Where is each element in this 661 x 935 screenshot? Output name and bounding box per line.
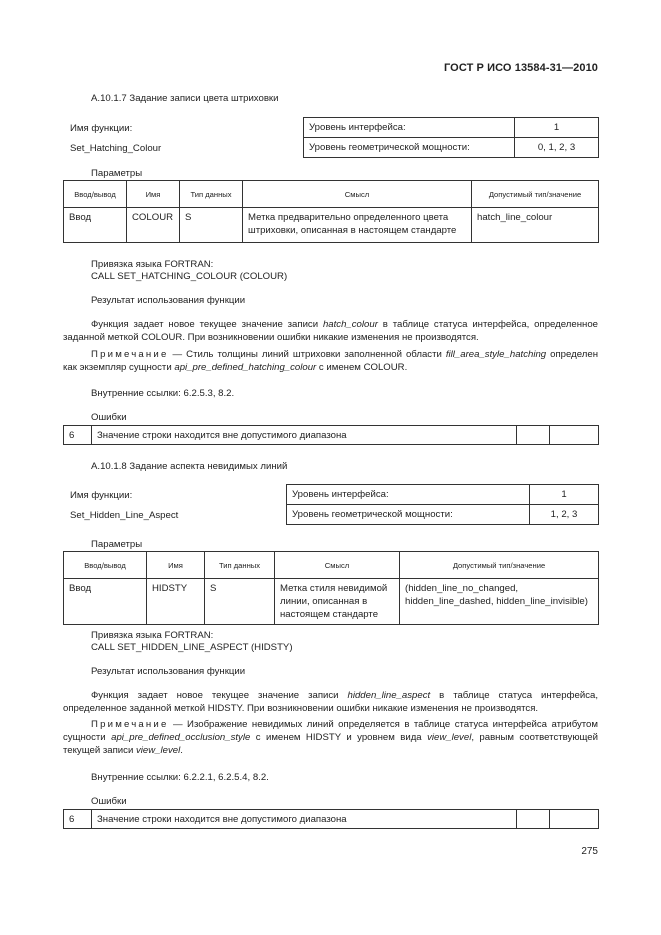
term: api_pre_defined_hatching_colour: [174, 362, 317, 373]
text: — Стиль толщины линий штриховки заполненной области: [168, 349, 446, 360]
column-header: Тип данных: [205, 552, 275, 579]
errors-label: Ошибки: [91, 796, 127, 807]
text: в таблице статуса интерфейса, определенное заданной меткой HIDSTY. При возникновении ошибки никакие изменения не производятся.: [63, 690, 598, 714]
error-blank: [517, 810, 550, 829]
level-row: [304, 138, 599, 158]
note-paragraph: [63, 348, 598, 374]
error-blank: [550, 426, 599, 445]
params-label: Параметры: [91, 168, 143, 179]
binding-call: CALL SET_HATCHING_COLOUR (COLOUR): [91, 271, 288, 282]
cell-meaning: Метка предварительно определенного цвета штриховки, описанная в настоящем стандарте: [243, 208, 472, 243]
errors-table: [63, 809, 599, 829]
params-header-row: [64, 181, 599, 208]
document-header: ГОСТ Р ИСО 13584-31—2010: [443, 62, 598, 74]
term: hatch_colour: [322, 319, 378, 330]
level-label: Уровень интерфейса:: [287, 485, 530, 505]
text: Функция задает новое текущее значение записи: [91, 690, 348, 701]
term: api_pre_defined_occlusion_style: [111, 732, 251, 743]
result-label: Результат использования функции: [91, 666, 246, 677]
error-code: 6: [64, 810, 92, 829]
function-label: Имя функции:: [70, 123, 133, 134]
text: — Изображение невидимых линий определяется в таблице статуса интерфейса атрибутом сущности: [63, 719, 598, 743]
table-row: [64, 208, 599, 243]
level-label: Уровень геометрической мощности:: [304, 138, 515, 158]
column-header: Имя: [127, 181, 180, 208]
column-header: Допустимый тип/значение: [472, 181, 599, 208]
function-label: Имя функции:: [70, 490, 133, 501]
params-table: [63, 180, 599, 243]
binding-label: Привязка языка FORTRAN:: [91, 259, 214, 270]
text: определен как экземпляр сущности: [63, 349, 598, 373]
cell-allowed: (hidden_line_no_changed, hidden_line_dashed, hidden_line_invisible): [400, 579, 599, 625]
result-paragraph: [63, 689, 598, 715]
cell-name: COLOUR: [127, 208, 180, 243]
text: с именем HIDSTY и уровнем вида: [250, 732, 428, 743]
text: в таблице статуса интерфейса, определенное заданной меткой COLOUR. При возникновении ошибки никакие изменения не производятся.: [63, 319, 598, 343]
cell-meaning: Метка стиля невидимой линии, описанная в настоящем стандарте: [275, 579, 400, 625]
text: .: [180, 745, 183, 756]
error-text: Значение строки находится вне допустимого диапазона: [92, 810, 517, 829]
cell-name: HIDSTY: [147, 579, 205, 625]
level-table: [286, 484, 599, 525]
section-heading: A.10.1.8 Задание аспекта невидимых линий: [91, 461, 288, 472]
column-header: Имя: [147, 552, 205, 579]
level-label: Уровень геометрической мощности:: [287, 505, 530, 525]
internal-refs: Внутренние ссылки: 6.2.5.3, 8.2.: [91, 388, 235, 399]
level-row: [287, 505, 599, 525]
column-header: Смысл: [275, 552, 400, 579]
params-label: Параметры: [91, 539, 143, 550]
error-text: Значение строки находится вне допустимого диапазона: [92, 426, 517, 445]
level-table: [303, 117, 599, 158]
errors-label: Ошибки: [91, 412, 127, 423]
level-label: Уровень интерфейса:: [304, 118, 515, 138]
cell-type: S: [205, 579, 275, 625]
function-name: Set_Hatching_Colour: [70, 143, 162, 154]
note-paragraph: [63, 718, 598, 757]
table-row: [64, 426, 599, 445]
column-header: Тип данных: [180, 181, 243, 208]
errors-table: [63, 425, 599, 445]
text: , равным соответствующей текущей записи: [63, 732, 599, 756]
level-value: 1, 2, 3: [530, 505, 599, 525]
error-blank: [517, 426, 550, 445]
cell-io: Ввод: [64, 208, 127, 243]
page-number: 275: [581, 846, 598, 857]
term: fill_area_style_hatching: [445, 349, 547, 360]
binding-call: CALL SET_HIDDEN_LINE_ASPECT (HIDSTY): [91, 642, 293, 653]
term: view_level: [135, 745, 181, 756]
note-word: Примечание: [91, 719, 169, 730]
table-row: [64, 810, 599, 829]
level-row: [287, 485, 599, 505]
cell-allowed: hatch_line_colour: [472, 208, 599, 243]
level-value: 1: [530, 485, 599, 505]
term: hidden_line_aspect: [347, 690, 431, 701]
column-header: Ввод/вывод: [64, 552, 147, 579]
function-name: Set_Hidden_Line_Aspect: [70, 510, 179, 521]
level-value: 1: [515, 118, 599, 138]
note-word: Примечание: [91, 349, 169, 360]
params-header-row: [64, 552, 599, 579]
column-header: Смысл: [243, 181, 472, 208]
text: с именем COLOUR.: [316, 362, 408, 373]
binding-label: Привязка языка FORTRAN:: [91, 630, 214, 641]
cell-io: Ввод: [64, 579, 147, 625]
params-table: [63, 551, 599, 625]
level-value: 0, 1, 2, 3: [515, 138, 599, 158]
error-code: 6: [64, 426, 92, 445]
result-label: Результат использования функции: [91, 295, 246, 306]
error-blank: [550, 810, 599, 829]
table-row: [64, 579, 599, 625]
column-header: Допустимый тип/значение: [400, 552, 599, 579]
column-header: Ввод/вывод: [64, 181, 127, 208]
internal-refs: Внутренние ссылки: 6.2.2.1, 6.2.5.4, 8.2.: [91, 772, 269, 783]
term: view_level: [427, 732, 472, 743]
section-heading: A.10.1.7 Задание записи цвета штриховки: [91, 93, 279, 104]
level-row: [304, 118, 599, 138]
result-paragraph: [63, 318, 598, 344]
cell-type: S: [180, 208, 243, 243]
text: Функция задает новое текущее значение записи: [91, 319, 323, 330]
